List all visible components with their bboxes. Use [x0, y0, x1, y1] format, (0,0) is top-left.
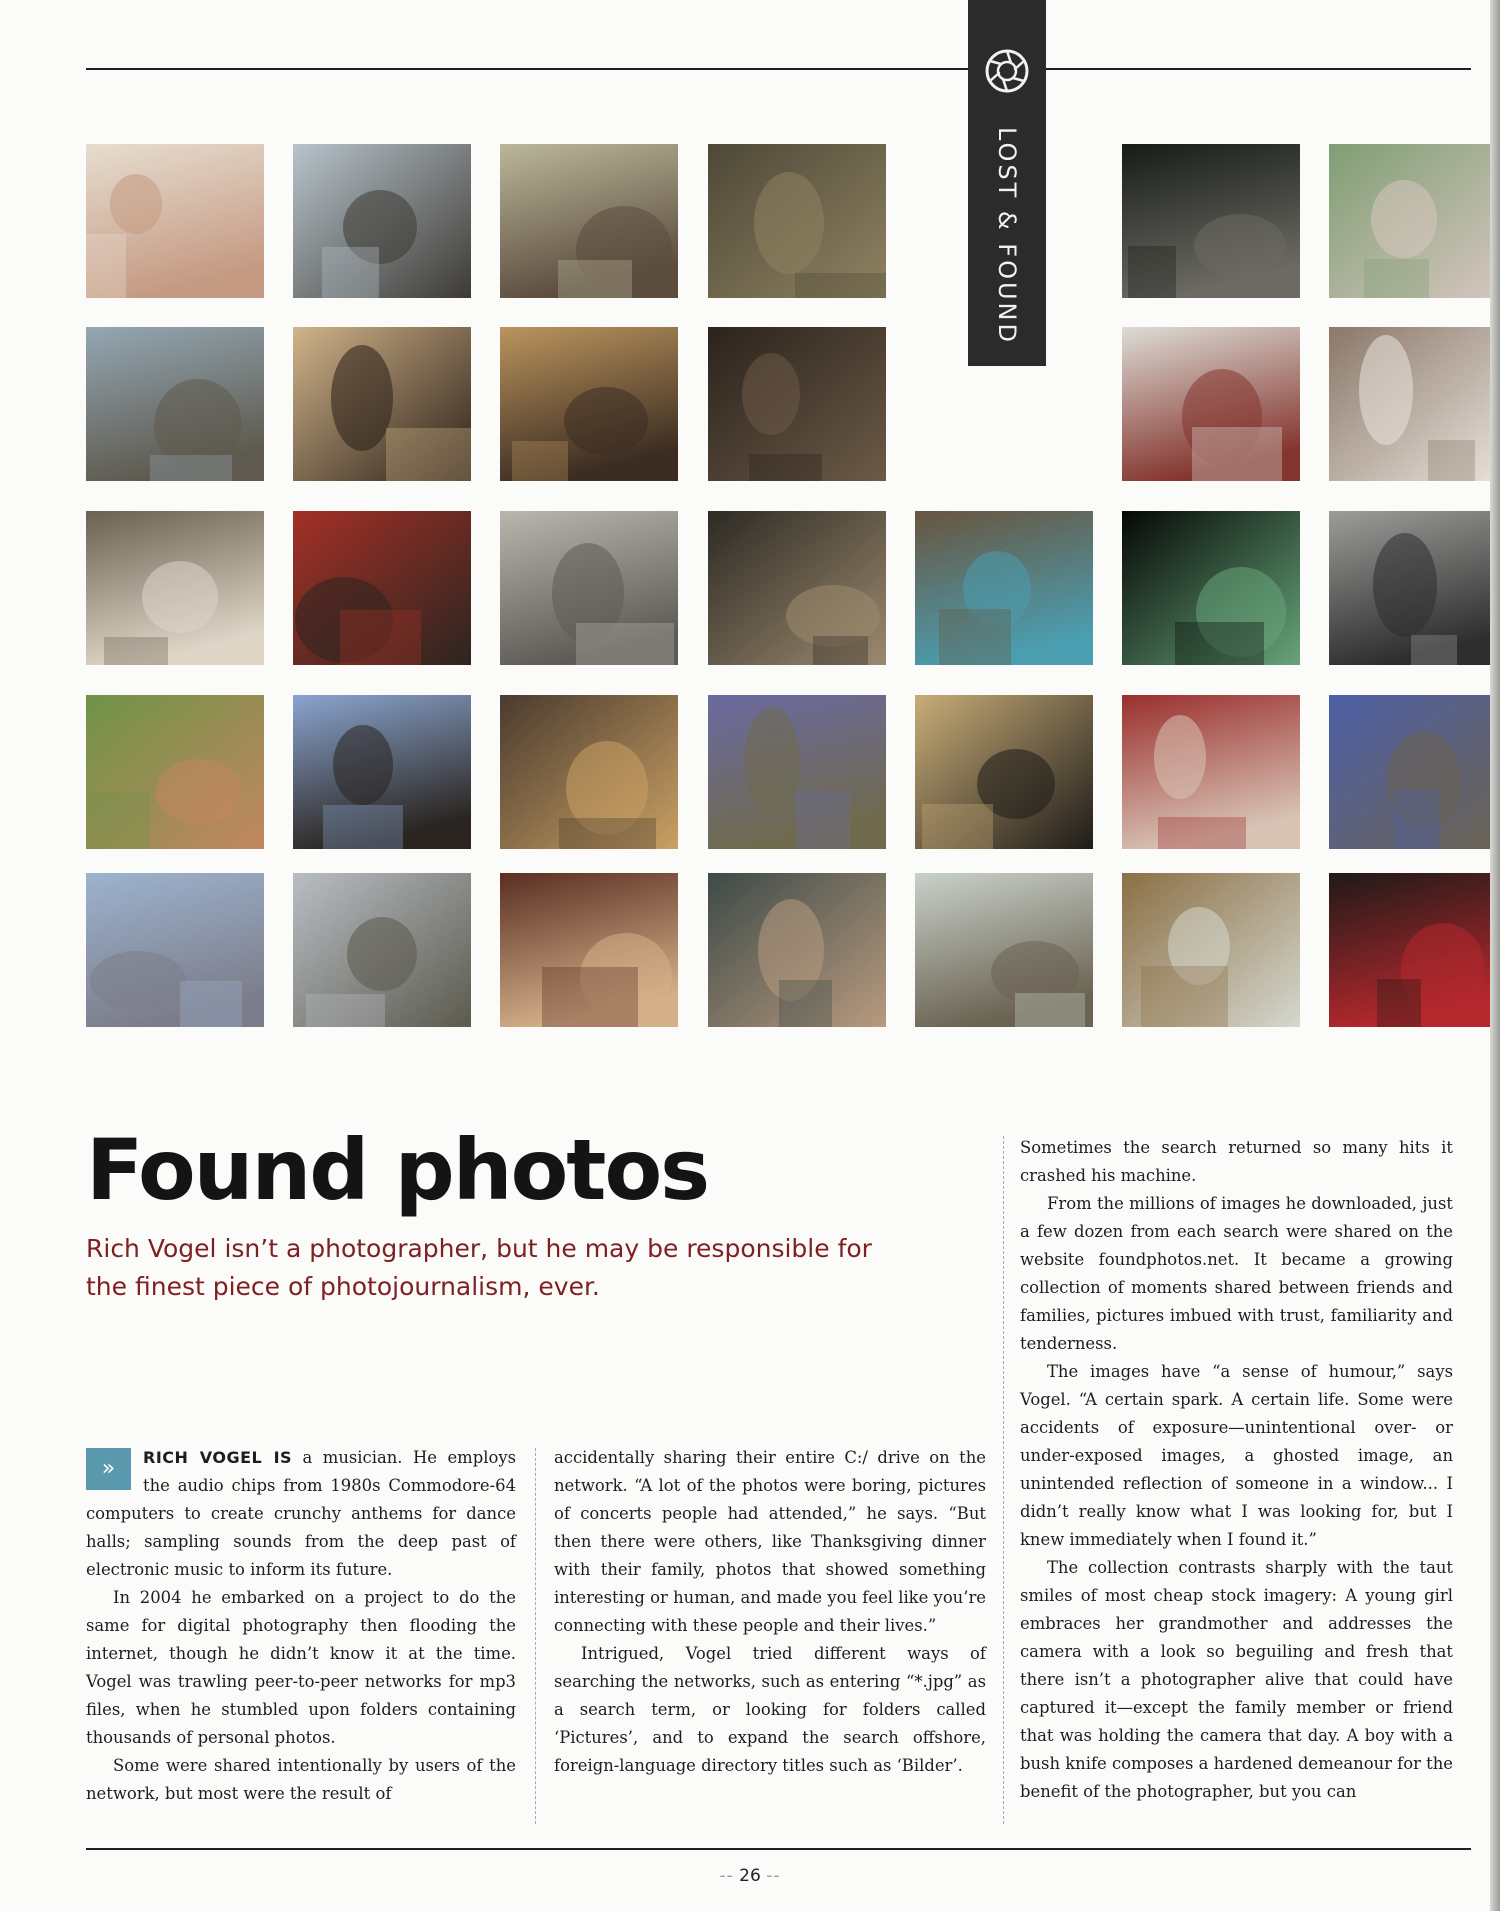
found-photo	[86, 873, 264, 1027]
aperture-icon	[984, 48, 1030, 94]
found-photo	[1122, 695, 1300, 849]
found-photo	[500, 144, 678, 298]
found-photo	[500, 511, 678, 665]
found-photo	[708, 327, 886, 481]
found-photo	[708, 873, 886, 1027]
page-dash: --	[766, 1866, 781, 1886]
found-photo	[86, 144, 264, 298]
body-paragraph: From the millions of images he downloaded, just a few dozen from each search were shared on the website foundphotos.net. It became a growing collection of moments shared between friends and families, pictures imbued with trust, familiarity and tenderness.	[1020, 1194, 1453, 1353]
found-photo	[1329, 695, 1500, 849]
found-photo	[86, 695, 264, 849]
found-photo	[1329, 144, 1500, 298]
section-label: LOST & FOUND	[993, 127, 1021, 345]
headline: Found photos	[86, 1121, 709, 1219]
found-photo	[1329, 327, 1500, 481]
found-photo	[708, 144, 886, 298]
found-photo	[1122, 511, 1300, 665]
body-paragraph: Intrigued, Vogel tried different ways of searching the networks, such as entering “*.jpg” as a search term, or looking for folders called ‘Pictures’, and to expand the search offshore, foreign-language directory titles such as ‘Bilder’.	[554, 1644, 986, 1775]
body-paragraph: The images have “a sense of humour,” says Vogel. “A certain spark. A certain life. Some were accidents of exposure—unintentional over- or under-exposed images, a ghosted image, an unintended reflection of someone in a window... I didn’t really know what I was looking for, but I knew immediately when I found it.”	[1020, 1362, 1453, 1549]
lead-paragraph	[86, 1444, 516, 1584]
found-photo	[708, 695, 886, 849]
found-photo	[293, 511, 471, 665]
found-photo	[1122, 144, 1300, 298]
body-paragraph: In 2004 he embarked on a project to do the same for digital photography then flooding the internet, though he didn’t know it at the time. Vogel was trawling peer-to-peer networks for mp3 files, when he stumbled upon folders containing thousands of personal photos.	[86, 1588, 516, 1747]
body-paragraph: a musician. He employs the audio chips from 1980s Commodore-64 computers to create crunchy anthems for dance halls; sampling sounds from the deep past of electronic music to inform its future.	[86, 1448, 516, 1579]
found-photo	[915, 695, 1093, 849]
page-number	[700, 1866, 800, 1886]
found-photo	[1329, 511, 1500, 665]
body-column-3	[1020, 1134, 1453, 1806]
lead-caps: RICH VOGEL IS	[143, 1448, 293, 1467]
found-photo	[708, 511, 886, 665]
page-dash: --	[719, 1866, 734, 1886]
found-photo	[1122, 873, 1300, 1027]
found-photo	[293, 327, 471, 481]
found-photo	[86, 511, 264, 665]
standfirst: Rich Vogel isn’t a photographer, but he may be responsible for the finest piece of photojournalism, ever.	[86, 1234, 872, 1301]
bottom-rule	[86, 1848, 1471, 1850]
body-paragraph: accidentally sharing their entire C:/ drive on the network. “A lot of the photos were boring, pictures of concerts people had attended,” he says. “But then there were others, like Thanksgiving dinner with their family, photos that showed something interesting or human, and made you feel like you’re connecting with these people and their lives.”	[554, 1448, 986, 1635]
found-photo	[293, 873, 471, 1027]
page-number-value: 26	[739, 1866, 761, 1886]
found-photo	[293, 144, 471, 298]
found-photo	[500, 327, 678, 481]
found-photo	[86, 327, 264, 481]
body-column-2	[554, 1444, 986, 1780]
found-photo	[500, 695, 678, 849]
body-paragraph: The collection contrasts sharply with the taut smiles of most cheap stock imagery: A young girl embraces her grandmother and addresses the camera with a look so beguiling and fresh that there isn’t a photographer alive that could have captured it—except the family member or friend that was holding the camera that day. A boy with a bush knife composes a hardened demeanour for the benefit of the photographer, but you can	[1020, 1558, 1453, 1801]
found-photo	[1122, 327, 1300, 481]
found-photo	[293, 695, 471, 849]
page-edge	[1490, 0, 1500, 1911]
section-label-box	[968, 126, 1046, 346]
column-divider	[535, 1448, 536, 1824]
top-rule	[86, 68, 1471, 70]
body-column-1	[86, 1444, 516, 1808]
column-divider	[1003, 1136, 1004, 1824]
body-paragraph: Sometimes the search returned so many hits it crashed his machine.	[1020, 1138, 1453, 1185]
body-paragraph: Some were shared intentionally by users of the network, but most were the result of	[86, 1756, 516, 1803]
found-photo	[500, 873, 678, 1027]
found-photo	[915, 873, 1093, 1027]
found-photo	[915, 511, 1093, 665]
section-tab	[968, 0, 1046, 366]
found-photo	[1329, 873, 1500, 1027]
double-chevron-right-icon: »	[86, 1448, 131, 1490]
